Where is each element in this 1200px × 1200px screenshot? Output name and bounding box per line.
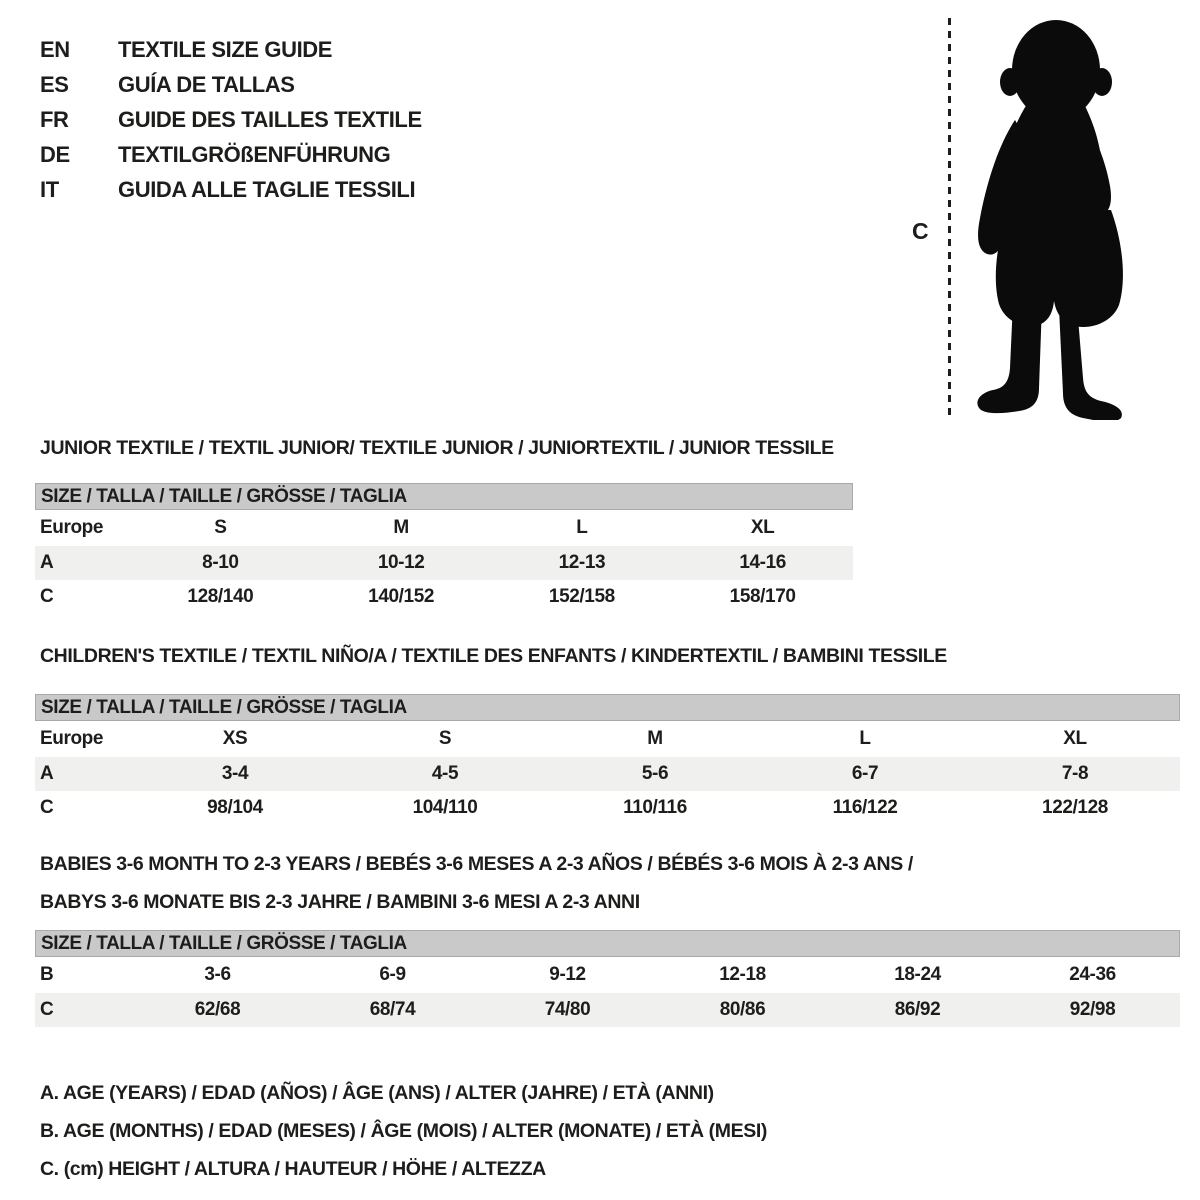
size-cell: XS — [222, 728, 248, 749]
age-cell: 6-7 — [851, 763, 879, 784]
size-cell: XL — [1063, 728, 1087, 749]
table-row-age — [35, 546, 853, 580]
language-row-es — [40, 67, 422, 102]
age-cell: 8-10 — [202, 552, 239, 573]
row-label: B — [40, 964, 54, 985]
height-cell: 152/158 — [548, 586, 615, 607]
table-row-europe — [35, 721, 1180, 757]
language-code: EN — [40, 36, 70, 62]
table-header-label: SIZE / TALLA / TAILLE / GRÖSSE / TAGLIA — [41, 696, 407, 718]
age-cell: 10-12 — [377, 552, 425, 573]
row-label: Europe — [40, 517, 104, 538]
language-row-en — [40, 32, 422, 67]
height-cell: 86/92 — [894, 999, 941, 1020]
language-code: DE — [40, 141, 70, 167]
table-row-age-months — [35, 957, 1180, 993]
row-label: A — [40, 763, 54, 784]
age-cell: 5-6 — [641, 763, 669, 784]
row-label: Europe — [40, 728, 104, 749]
section-title-children: CHILDREN'S TEXTILE / TEXTIL NIÑO/A / TEXTILE DES ENFANTS / KINDERTEXTIL / BAMBINI TESSILE — [40, 645, 947, 667]
table-header-bar — [35, 930, 1180, 957]
section-title-babies-line1: BABIES 3-6 MONTH TO 2-3 YEARS / BEBÉS 3-6 MESES A 2-3 AÑOS / BÉBÉS 3-6 MOIS À 2-3 ANS / — [40, 853, 913, 875]
months-cell: 6-9 — [379, 964, 406, 985]
table-header-label: SIZE / TALLA / TAILLE / GRÖSSE / TAGLIA — [41, 932, 407, 954]
row-label: C — [40, 999, 54, 1020]
row-label: A — [40, 552, 54, 573]
language-row-de — [40, 137, 422, 172]
guide-title: GUIDA ALLE TAGLIE TESSILI — [118, 176, 416, 202]
height-cell: 140/152 — [368, 586, 435, 607]
guide-title: TEXTILGRÖßENFÜHRUNG — [118, 141, 391, 167]
size-cell: S — [438, 728, 452, 749]
table-row-height — [35, 993, 1180, 1027]
section-title-babies-line2: BABYS 3-6 MONATE BIS 2-3 JAHRE / BAMBINI 3-6 MESI A 2-3 ANNI — [40, 891, 640, 913]
table-header-bar — [35, 694, 1180, 721]
language-title-block — [40, 32, 422, 207]
months-cell: 18-24 — [894, 964, 941, 985]
size-cell: L — [576, 517, 588, 538]
height-cell: 128/140 — [187, 586, 254, 607]
months-cell: 3-6 — [204, 964, 231, 985]
junior-size-table — [35, 483, 853, 614]
age-cell: 4-5 — [431, 763, 459, 784]
legend-line-c: C. (cm) HEIGHT / ALTURA / HAUTEUR / HÖHE / ALTEZZA — [40, 1158, 546, 1180]
table-header-label: SIZE / TALLA / TAILLE / GRÖSSE / TAGLIA — [41, 485, 407, 507]
months-cell: 24-36 — [1069, 964, 1116, 985]
legend-line-b: B. AGE (MONTHS) / EDAD (MESES) / ÂGE (MOIS) / ALTER (MONATE) / ETÀ (MESI) — [40, 1120, 767, 1142]
size-cell: L — [859, 728, 871, 749]
table-row-height — [35, 580, 853, 614]
legend-line-a: A. AGE (YEARS) / EDAD (AÑOS) / ÂGE (ANS) / ALTER (JAHRE) / ETÀ (ANNI) — [40, 1082, 714, 1104]
months-cell: 9-12 — [549, 964, 586, 985]
height-cell: 104/110 — [412, 797, 478, 818]
height-cell: 92/98 — [1069, 999, 1116, 1020]
size-cell: M — [647, 728, 663, 749]
height-measure-line — [948, 18, 951, 416]
language-row-fr — [40, 102, 422, 137]
baby-silhouette-icon — [963, 16, 1135, 420]
height-measure-label: C — [912, 218, 929, 244]
height-cell: 116/122 — [832, 797, 898, 818]
row-label: C — [40, 797, 54, 818]
size-cell: XL — [750, 517, 775, 538]
height-cell: 68/74 — [369, 999, 416, 1020]
legend — [40, 1074, 767, 1188]
language-code: FR — [40, 106, 69, 132]
height-cell: 62/68 — [194, 999, 241, 1020]
row-label: C — [40, 586, 54, 607]
height-cell: 74/80 — [544, 999, 591, 1020]
table-row-age — [35, 757, 1180, 791]
language-code: IT — [40, 176, 59, 202]
height-cell: 158/170 — [729, 586, 796, 607]
age-cell: 3-4 — [221, 763, 249, 784]
height-cell: 98/104 — [207, 797, 263, 818]
table-row-europe — [35, 510, 853, 546]
language-row-it — [40, 172, 422, 207]
age-cell: 14-16 — [739, 552, 786, 573]
months-cell: 12-18 — [719, 964, 766, 985]
section-title-junior: JUNIOR TEXTILE / TEXTIL JUNIOR/ TEXTILE JUNIOR / JUNIORTEXTIL / JUNIOR TESSILE — [40, 437, 834, 459]
size-cell: S — [214, 517, 227, 538]
babies-size-table — [35, 930, 1180, 1027]
children-size-table — [35, 694, 1180, 825]
language-code: ES — [40, 71, 69, 97]
table-header-bar — [35, 483, 853, 510]
height-cell: 110/116 — [623, 797, 687, 818]
guide-title: GUIDE DES TAILLES TEXTILE — [118, 106, 422, 132]
height-cell: 122/128 — [1042, 797, 1108, 818]
age-cell: 12-13 — [558, 552, 606, 573]
size-cell: M — [393, 517, 409, 538]
table-row-height — [35, 791, 1180, 825]
guide-title: TEXTILE SIZE GUIDE — [118, 36, 333, 62]
age-cell: 7-8 — [1061, 763, 1089, 784]
guide-title: GUÍA DE TALLAS — [118, 71, 295, 97]
height-cell: 80/86 — [719, 999, 766, 1020]
